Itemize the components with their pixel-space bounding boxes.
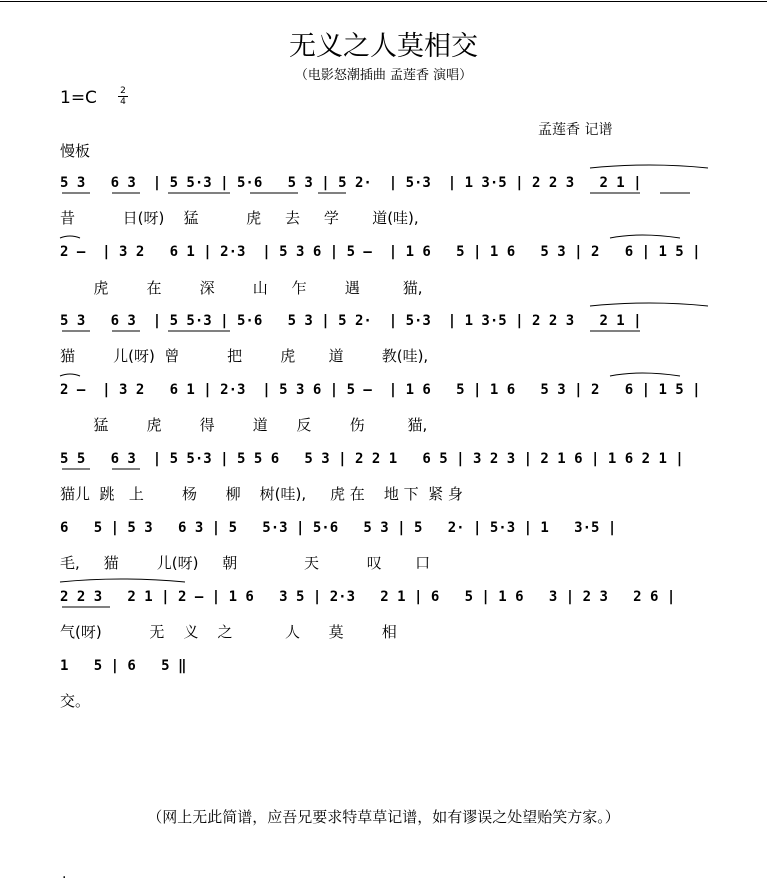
notation-line-4: 2 — | 3 2 6 1 | 2·3 | 5 3 6 | 5 — | 1 6 5 | 1 6 5 3 | 2 6 | 1 5 |: [60, 382, 701, 398]
slur-line-7: [60, 579, 185, 582]
notation-line-7: 2 2 3 2 1 | 2 — | 1 6 3 5 | 2·3 2 1 | 6 5 | 1 6 3 | 2 3 2 6 |: [60, 589, 676, 605]
slur-line-2a: [60, 236, 80, 238]
footer-dot: .: [62, 866, 67, 882]
lyric-line-5: 猫儿 跳 上 杨 柳 树(哇), 虎 在 地 下 紧 身: [60, 485, 463, 503]
lyric-line-7: 气(呀) 无 义 之 人 莫 相: [60, 623, 397, 641]
notation-line-6: 6 5 | 5 3 6 3 | 5 5·3 | 5·6 5 3 | 5 2· | 5·3 | 1 3·5 |: [60, 520, 617, 536]
slur-line-2b: [610, 235, 680, 238]
song-subtitle: （电影怒潮插曲 孟莲香 演唱）: [294, 68, 473, 83]
lyric-line-4: 猛 虎 得 道 反 伤 猫,: [60, 416, 428, 434]
time-signature-bottom: 4: [120, 97, 126, 107]
key-signature: 1=C: [60, 88, 97, 108]
lyric-line-3: 猫 儿(呀) 曾 把 虎 道 教(哇),: [60, 347, 429, 365]
recorder-credit: 孟莲香 记谱: [538, 122, 613, 138]
notation-line-3: 5 3 6 3 | 5 5·3 | 5·6 5 3 | 5 2· | 5·3 | 1 3·5 | 2 2 3 2 1 |: [60, 313, 642, 329]
notation-line-5: 5 5 6 3 | 5 5·3 | 5 5 6 5 3 | 2 2 1 6 5 | 3 2 3 | 2 1 6 | 1 6 2 1 |: [60, 451, 684, 467]
song-title: 无义之人莫相交: [289, 31, 478, 62]
slur-line-3: [590, 303, 708, 306]
tempo-marking: 慢板: [60, 142, 91, 160]
time-signature-top: 2: [120, 86, 126, 96]
slur-line-4b: [610, 373, 680, 376]
lyric-line-6: 毛, 猫 儿(呀) 朝 天 叹 口: [60, 554, 431, 572]
slur-line-1: [590, 165, 708, 168]
lyric-line-1: 昔 日(呀) 猛 虎 去 学 道(哇),: [60, 209, 419, 227]
lyric-line-8: 交。: [60, 692, 91, 710]
lyric-line-2: 虎 在 深 山 乍 遇 猫,: [60, 279, 423, 297]
notation-line-2: 2 — | 3 2 6 1 | 2·3 | 5 3 6 | 5 — | 1 6 5 | 1 6 5 3 | 2 6 | 1 5 |: [60, 244, 701, 260]
notation-line-8: 1 5 | 6 5 ‖: [60, 658, 187, 674]
notation-line-1: 5 3 6 3 | 5 5·3 | 5·6 5 3 | 5 2· | 5·3 | 1 3·5 | 2 2 3 2 1 |: [60, 175, 642, 191]
slur-line-4a: [60, 374, 80, 376]
transcriber-note: （网上无此简谱，应吾兄要求特草草记谱，如有谬误之处望贻笑方家。）: [147, 808, 620, 826]
